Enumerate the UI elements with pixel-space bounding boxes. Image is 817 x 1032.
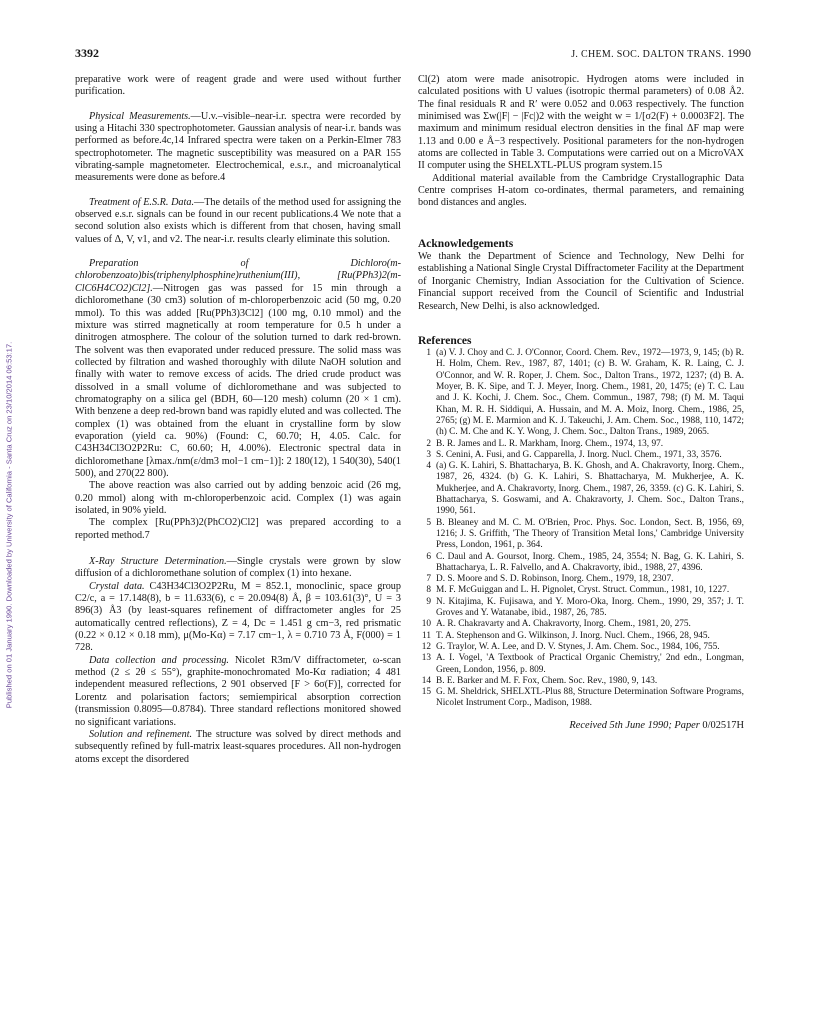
reference-item [418,439,744,450]
reference-number: 5 [426,517,431,528]
reference-text: T. A. Stephenson and G. Wilkinson, J. Inorg. Nucl. Chem., 1966, 28, 945. [436,630,710,641]
crystal-data-text: C43H34Cl3O2P2Ru, M = 852.1, monoclinic, space group C2/c, a = 17.148(8), b = 11.633(6), c = 20.094(8) Å, β = 103.61(3)°, U = 3 896(3) Å3 (by least-squares refinement of diffractometer angles for 25 automatically centred reflections), Z = 4, Dc = 1.451 g cm−3, red prismatic (0.22 × 0.12 × 0.18 mm), μ(Mo-Kα) = 7.17 cm−1, λ = 0.710 73 Å, F(000) = 1 728. [75,580,401,654]
reference-number: 10 [421,619,431,630]
reference-item [418,461,744,517]
reference-item [418,597,744,620]
running-header [571,46,751,61]
physical-measurements-heading: Physical Measurements. [89,110,191,122]
reference-item [418,642,744,653]
intro-paragraph: preparative work were of reagent grade and were used without further purification. [75,74,401,98]
reference-number: 15 [421,687,431,698]
preparation-paragraph-2: The above reaction was also carried out by adding benzoic acid (26 mg, 0.20 mmol) along with m-chloroperbenzoic acid. Complex (1) was again isolated, in 90% yield. [75,480,401,516]
right-column [418,74,744,732]
reference-list [418,348,744,710]
reference-number: 4 [426,461,431,472]
reference-item [418,676,744,687]
reference-item [418,585,744,596]
reference-text: C. Daul and A. Goursot, Inorg. Chem., 1985, 24, 3554; N. Bag, G. K. Lahiri, S. Bhattacharya, L. R. Falvello, and A. Chakravorty, ibid., 1988, 27, 4396. [436,551,744,573]
reference-number: 12 [421,641,431,652]
reference-text: B. R. James and L. R. Markham, Inorg. Chem., 1974, 13, 97. [436,438,664,449]
references-title: References [418,334,472,347]
reference-text: D. S. Moore and S. D. Robinson, Inorg. Chem., 1979, 18, 2307. [436,574,674,585]
reference-number: 2 [426,438,431,449]
acknowledgements-title: Acknowledgements [418,237,514,250]
crystal-data-paragraph [75,581,401,655]
reference-item [418,450,744,461]
esr-treatment-text: —The details of the method used for assigning the observed e.s.r. signals can be found in our recent publications.4 We note that a second solution also exists which is different from that chosen, having small values of Δ, V, v1, and v2. The near-i.r. results clearly eliminate this solution. [75,196,402,245]
page-number: 3392 [75,46,99,60]
reference-text: N. Kitajima, K. Fujisawa, and Y. Moro-Oka, Inorg. Chem., 1990, 29, 357; J. T. Groves and Y. Watanabe, ibid., 1987, 26, 785. [436,596,744,619]
acknowledgements-text: We thank the Department of Science and Technology, New Delhi for establishing a National Single Crystal Diffractometer Facility at the Department of Inorganic Chemistry, Indian Association for the Cultivation of Science. Financial support received from the Council of Scientific and Industrial Research, New Delhi, is also acknowledged. [418,251,745,312]
preparation-section [75,258,401,480]
reference-item [418,518,744,552]
physical-measurements-text: —U.v.–visible–near-i.r. spectra were recorded by using a Hitachi 330 spectrophotometer. Gaussian analysis of near-i.r. bands was performed as before.4c,14 Infrared spectra were taken on a Perkin-Elmer 783 spectrophotometer. The magnetic susceptibility was measured on a PAR 155 vibrating-sample magnetometer. Electrochemical, e.s.r., and microanalytical measurements were done as before.4 [75,110,401,184]
data-collection-text: Nicolet R3m/V diffractometer, ω-scan method (2 ≤ 2θ ≤ 55°), graphite-monochromated Mo-Kα radiation; 4 481 independent measured reflections, 2 901 observed [F > 6σ(F)], corrected for Lorentz and polarisation factors; semiempirical absorption correction (transmission 0.8095—0.8784). Three standard reflections monitored showed no significant variations. [75,654,401,728]
reference-item [418,653,744,676]
reference-text: (a) G. K. Lahiri, S. Bhattacharya, B. K. Ghosh, and A. Chakravorty, Inorg. Chem., 1987, 26, 4324. (b) G. K. Lahiri, S. Bhattacharya, M. Mukherjee, A. K. Mukherjee, and A. Chakravorty, Inorg. Chem., 1987, 26, 3359. (c) G. K. Lahiri, S. Bhattacharya, S. Goswami, and A. Chakravorty, J. Chem. Soc., Dalton Trans., 1990, 561. [436,461,744,517]
physical-measurements-section [75,111,401,185]
reference-item [418,348,744,438]
data-collection-heading: Data collection and processing. [89,654,229,666]
additional-material-paragraph: Additional material available from the Cambridge Crystallographic Data Centre comprises H-atom co-ordinates, thermal parameters, and remaining bond distances and angles. [418,172,744,209]
solution-heading: Solution and refinement. [89,728,193,740]
preparation-paragraph-3: The complex [Ru(PPh3)2(PhCO2)Cl2] was prepared according to a reported method.7 [75,517,401,541]
reference-text: A. R. Chakravarty and A. Chakravorty, Inorg. Chem., 1981, 20, 275. [436,619,691,630]
solution-paragraph [75,729,401,766]
crystal-data-heading: Crystal data. [89,580,145,592]
reference-text: G. Traylor, W. A. Lee, and D. V. Stynes, J. Am. Chem. Soc., 1984, 106, 755. [436,641,720,652]
esr-treatment-heading: Treatment of E.S.R. Data. [89,196,194,208]
reference-number: 7 [426,574,431,585]
reference-text: B. E. Barker and M. F. Fox, Chem. Soc. Rev., 1980, 9, 143. [436,675,658,686]
solution-text: The structure was solved by direct methods and subsequently refined by full-matrix least-squares procedures. All non-hydrogen atoms except the disordered [75,728,401,765]
reference-text: M. F. McGuiggan and L. H. Pignolet, Cryst. Struct. Commun., 1981, 10, 1227. [436,585,730,596]
refinement-continuation: Cl(2) atom were made anisotropic. Hydrogen atoms were included in calculated positions with U values (isotropic thermal parameters) of 0.08 Å2. The final residuals R and R′ were 0.052 and 0.063 respectively. The function minimised was Σw(|F| − |Fc|)2 with the weight w = 1/[σ2(F) + 0.0003F2]. The maximum and minimum residual electron densities in the final ΔF map were 1.13 and 0.00 e Å−3 respectively. Positional parameters for the non-hydrogen atoms are collected in Table 3. Computations were carried out on a MicroVAX II computer using the SHELXTL-PLUS program system.15 [418,74,744,172]
xray-section [75,556,401,581]
paper-number: 0/02517H [702,719,744,731]
journal-name: J. CHEM. SOC. DALTON TRANS. [571,49,725,60]
journal-year: 1990 [727,46,751,60]
reference-text: S. Cenini, A. Fusi, and G. Capparella, J. Inorg. Nucl. Chem., 1971, 33, 3576. [436,449,722,460]
reference-text: A. I. Vogel, 'A Textbook of Practical Organic Chemistry,' 2nd edn., Longman, Green, London, 1956, p. 809. [436,653,744,675]
reference-item [418,619,744,630]
reference-number: 13 [421,653,431,664]
reference-number: 8 [426,585,431,596]
reference-text: G. M. Sheldrick, SHELXTL-Plus 88, Structure Determination Software Programs, Nicolet Instrument Corp., Madison, 1988. [436,687,744,709]
reference-number: 14 [421,675,431,686]
reference-item [418,574,744,585]
reference-number: 1 [426,348,431,359]
esr-treatment-section [75,197,401,246]
reference-item [418,631,744,642]
download-note[interactable]: Published on 01 January 1990. Downloaded by University of California - Santa Cruz on 23/10/2014 06:53:17. [4,341,14,709]
reference-item [418,687,744,710]
data-collection-paragraph [75,655,401,729]
received-line [418,720,744,732]
preparation-heading: Preparation of Dichloro(m-chlorobenzoato)bis(triphenylphosphine)ruthenium(III), [Ru(PPh3)2(m-ClC6H4CO2)Cl2]. [75,258,401,294]
reference-number: 6 [426,551,431,562]
left-column [75,74,401,766]
reference-text: B. Bleaney and M. C. M. O'Brien, Proc. Phys. Soc. London, Sect. B, 1956, 69, 1216; J. S. Griffith, 'The Theory of Transition Metal Ions,' Cambridge University Press, London, 1961, p. 364. [436,517,744,551]
reference-number: 3 [426,449,431,460]
reference-number: 11 [422,630,431,641]
reference-text: (a) V. J. Choy and C. J. O'Connor, Coord. Chem. Rev., 1972—1973, 9, 145; (b) R. H. Holm, Chem. Rev., 1987, 87, 1401; (c) B. W. Graham, K. R. Laing, C. J. O'Connor, and W. R. Roper, J. Chem. Soc., Dalton Trans., 1972, 1237; (d) B. A. Moyer, B. K. Sipe, and T. J. Meyer, Inorg. Chem., 1981, 20, 1475; (e) T. C. Lau and J. K. Kochi, J. Chem. Soc., Chem. Commun., 1987, 798; (f) M. M. Taqui Khan, M. R. H. Siddiqui, A. Hussain, and M. A. Moiz, Inorg. Chem., 1986, 25, 2765; (g) M. E. Marmion and K. J. Takeuchi, J. Am. Chem. Soc., 1988, 110, 1472; (h) C. M. Che and K. Y. Wong, J. Chem. Soc., Dalton Trans., 1989, 2065. [436,348,744,438]
received-date: Received 5th June 1990; Paper [569,719,700,731]
download-watermark [2,145,16,905]
preparation-text: —Nitrogen gas was passed for 15 min through a dichloromethane (30 cm3) solution of m-chloroperbenzoic acid (50 mg, 0.20 mmol). To this was added [Ru(PPh3)3Cl2] (100 mg, 0.10 mmol) and the mixture was stirred magnetically at room temperature for 0.5 h under a dinitrogen atmosphere. The colour of the solution turned to dark red-brown. The solvent was then evaporated under reduced pressure. The solid mass was collected by filtration and washed thoroughly with dilute NaOH solution and finally with water to remove excess of acids. The dried crude product was dissolved in a small volume of dichloromethane and was subjected to chromatography on a silica gel (BDH, 60—120 mesh) column (20 × 1 cm). With benzene a deep red-brown band was rapidly eluted and was collected. The complex (1) was obtained from the eluant in crystalline form by slow evaporation (yield ca. 90%) (Found: C, 60.70; H, 4.05. Calc. for C43H34Cl3O2P2Ru: C, 60.60; H, 4.00%). Electronic spectral data in dichloromethane [λmax./nm(ε/dm3 mol−1 cm−1)]: 2 180(12), 1 540(30), 540(1 500), and 270(22 800). [75,282,401,479]
xray-heading: X-Ray Structure Determination. [89,556,227,568]
reference-item [418,552,744,575]
xray-text: —Single crystals were grown by slow diffusion of a dichloromethane solution of complex (1) into hexane. [75,556,401,580]
reference-number: 9 [426,596,431,607]
